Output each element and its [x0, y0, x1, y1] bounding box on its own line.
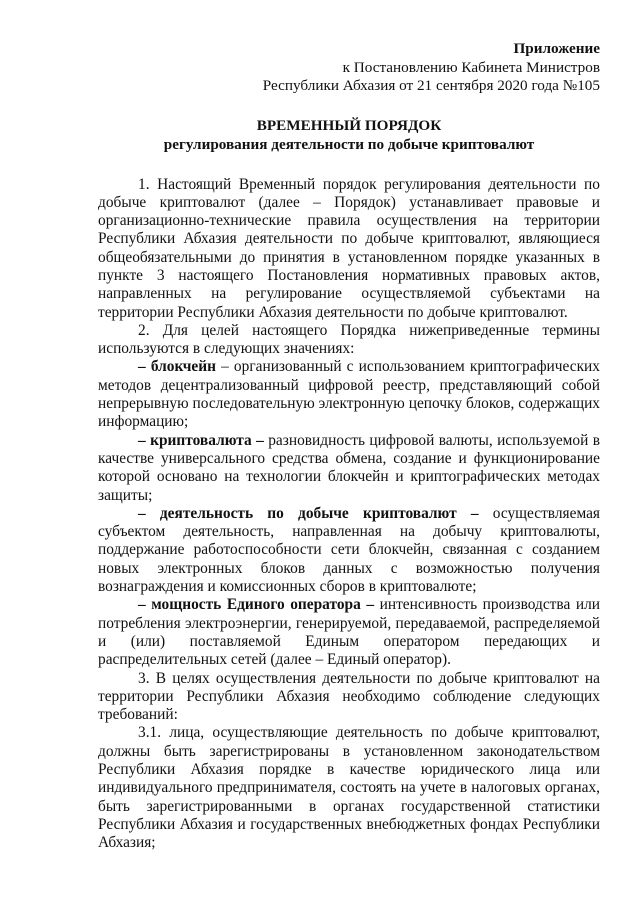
definition-text: осуществляемая субъектом деятельность, направленная на добычу криптовалюты, поддержание работоспособности сети блокчейн, связанная с созданием новых электронных блоков данных с возможностью получения вознаграждения и комиссионных сборов в криптовалюте;: [98, 504, 600, 596]
paragraph-1: 1. Настоящий Временный порядок регулирования деятельности по добыче криптовалют (далее – Порядок) устанавливает правовые и организационно-технические правила осуществления на территории Республики Абхазия деятельности по добыче криптовалют, являющиеся общеобязательными до принятия в установленном порядке указанных в пункте 3 настоящего Постановления нормативных правовых актов, направленных на регулирование осуществляемой субъектами на территории Республики Абхазия деятельности по добыче криптовалют.: [98, 175, 600, 321]
definition-term: – криптовалюта –: [138, 431, 264, 449]
paragraph-3-1: 3.1. лица, осуществляющие деятельность по добыче криптовалют, должны быть зарегистрированы в установленном законодательством Республики Абхазия порядке в качестве юридического лица или индивидуального предпринимателя, состоять на учете в налоговых органах, быть зарегистрированными в органах государственной статистики Республики Абхазия и государственных внебюджетных фондах Республики Абхазия;: [98, 724, 600, 852]
definition-operator-capacity: [98, 596, 600, 669]
appendix-reference-line: к Постановлению Кабинета Министров: [342, 58, 600, 76]
document-body: [98, 176, 600, 853]
appendix-header: [98, 40, 600, 96]
definition-text: разновидность цифровой валюты, используемой в качестве универсального средства обмена, создание и функционирование которой основано на технологии блокчейн и криптографических методах защиты;: [98, 431, 600, 504]
paragraph-2: 2. Для целей настоящего Порядка нижеприведенные термины используются в следующих значениях:: [98, 321, 600, 358]
definition-text: – организованный с использованием криптографических методов децентрализованный цифровой реестр, представляющий собой непрерывную последовательную электронную цепочку блоков, содержащих информацию;: [98, 358, 600, 431]
title-main: ВРЕМЕННЫЙ ПОРЯДОК: [256, 116, 442, 134]
definition-term: – мощность Единого оператора –: [138, 596, 375, 614]
definition-mining-activity: [98, 505, 600, 596]
definition-blockchain: [98, 358, 600, 431]
title-subtitle: регулирования деятельности по добыче криптовалют: [163, 135, 535, 153]
document-title: [98, 116, 600, 154]
definition-text: интенсивность производства или потребления электроэнергии, генерируемой, передаваемой, распределяемой и (или) поставляемой Единым оператором передающих и распределительных сетей (далее – Единый оператор).: [98, 596, 600, 669]
appendix-date-line: Республики Абхазия от 21 сентября 2020 года №105: [262, 77, 600, 94]
definition-term: – деятельность по добыче криптовалют –: [138, 504, 479, 522]
appendix-label: Приложение: [513, 40, 600, 57]
definition-cryptocurrency: [98, 432, 600, 505]
definition-term: – блокчейн: [138, 358, 216, 376]
paragraph-3: 3. В целях осуществления деятельности по добыче криптовалют на территории Республики Абхазия необходимо соблюдение следующих требований:: [98, 669, 600, 724]
